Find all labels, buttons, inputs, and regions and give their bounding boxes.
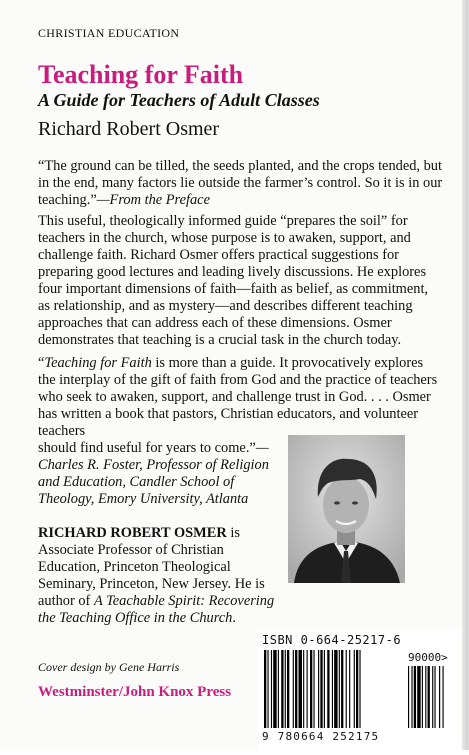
- barcode-bar: [318, 650, 319, 728]
- barcode-bar: [349, 650, 350, 728]
- isbn-number: ISBN 0-664-25217-6: [262, 633, 402, 647]
- barcode-bar: [287, 650, 289, 728]
- book-title: Teaching for Faith: [38, 60, 244, 89]
- barcode-bar: [341, 650, 343, 728]
- preface-quote-source: —From the Preface: [96, 192, 210, 208]
- book-subtitle: A Guide for Teachers of Adult Classes: [38, 90, 320, 110]
- barcode-addon-bar: [422, 666, 423, 728]
- barcode-addon-bar: [425, 666, 426, 728]
- barcode-bar: [320, 650, 322, 728]
- barcode-digits: 9 780664 252175: [262, 730, 380, 743]
- publisher-name: Westminster/John Knox Press: [38, 684, 232, 700]
- endorsement-book-title: Teaching for Faith: [44, 355, 152, 371]
- book-description: This useful, theologically informed guide “prepares the soil” for teachers in the church, whose purpose is to awaken, support, and challenge faith. Richard Osmer offers practical suggestions for preparing good lectures and leading lively discussions. He explores four important dimensions of faith—faith as belief, as commitment, as relationship, and as mystery—and describes different teaching approaches that can address each of these dimensions. Osmer demonstrates that teaching is a crucial task in the church today.: [38, 213, 429, 348]
- category-label: CHRISTIAN EDUCATION: [38, 26, 180, 40]
- barcode-bar: [332, 650, 333, 728]
- barcode-bar: [278, 650, 279, 728]
- barcode-addon-bar: [434, 666, 435, 728]
- endorsement: “Teaching for Faith is more than a guide. It provocatively explores the interplay of the gift of faith from God and the practice of teachers who seek to awaken, support, and challenge trust in God. . . . Osmer has written a book that pastors, Christian educators, and volunteer teachers: [38, 355, 438, 439]
- barcode-bar: [327, 650, 329, 728]
- barcode-addon-bar: [443, 666, 444, 728]
- endorsement-text-end: should find useful for years to come.”: [38, 440, 256, 456]
- barcode-addon-bar: [439, 666, 440, 728]
- barcode-bar: [303, 650, 304, 728]
- cover-design-credit: Cover design by Gene Harris: [38, 660, 180, 674]
- author-photo: [288, 435, 405, 583]
- author-bio: [38, 525, 278, 627]
- barcode-bar: [356, 650, 358, 728]
- barcode-bar: [267, 650, 268, 728]
- barcode-addon-bar: [411, 666, 412, 728]
- barcode-bar: [339, 650, 340, 728]
- barcode-bar: [273, 650, 276, 728]
- bio-end: .: [232, 610, 236, 626]
- bio-text: is Associate Professor of Christian Education, Princeton Theological Seminary, Princeton, New Jersey. He is author of: [38, 525, 265, 609]
- barcode-addon-bar: [432, 666, 433, 728]
- page-edge: [462, 0, 468, 750]
- barcode-bar: [264, 650, 266, 728]
- barcode-bar: [310, 650, 312, 728]
- barcode-addon-bar: [417, 666, 420, 728]
- preface-quote: [38, 158, 443, 209]
- barcode-bar: [281, 650, 283, 728]
- barcode-bar: [285, 650, 286, 728]
- barcode-bar: [271, 650, 272, 728]
- author-portrait-icon: [288, 435, 405, 583]
- barcode-addon-bar: [408, 666, 409, 728]
- barcode-bar: [324, 650, 325, 728]
- barcode-bar: [334, 650, 337, 728]
- endorsement-attribution: —Charles R. Foster, Professor of Religion and Education, Candler School of Theology, Emory University, Atlanta: [38, 440, 269, 507]
- barcode-addon-bar: [414, 666, 416, 728]
- bio-name: RICHARD ROBERT OSMER: [38, 525, 227, 541]
- preface-quote-text: “The ground can be tilled, the seeds planted, and the crops tended, but in the end, many factors lie outside the farmer’s control. So it is in our teaching.”: [38, 158, 443, 208]
- barcode-bar: [313, 650, 314, 728]
- barcode-bar: [354, 650, 355, 728]
- barcode-bar: [299, 650, 302, 728]
- barcode-bar: [295, 650, 297, 728]
- bio-book-title: A Teachable Spirit: Recovering the Teaching Office in the Church: [38, 593, 275, 626]
- barcode-bar: [359, 650, 360, 728]
- price-code: 90000>: [408, 651, 448, 664]
- barcode-bar: [293, 650, 294, 728]
- barcode-bar: [346, 650, 347, 728]
- barcode-addon-bar: [428, 666, 430, 728]
- book-author: Richard Robert Osmer: [38, 118, 220, 140]
- barcode-bar: [307, 650, 308, 728]
- endorsement-text: is more than a guide. It provocatively explores the interplay of the gift of faith from God and the practice of teachers who seek to awaken, support, and challenge trust in God. . . . Osmer has written a book that pastors, Christian educators, and volunteer teachers: [38, 355, 438, 439]
- endorsement-continued: [38, 440, 283, 508]
